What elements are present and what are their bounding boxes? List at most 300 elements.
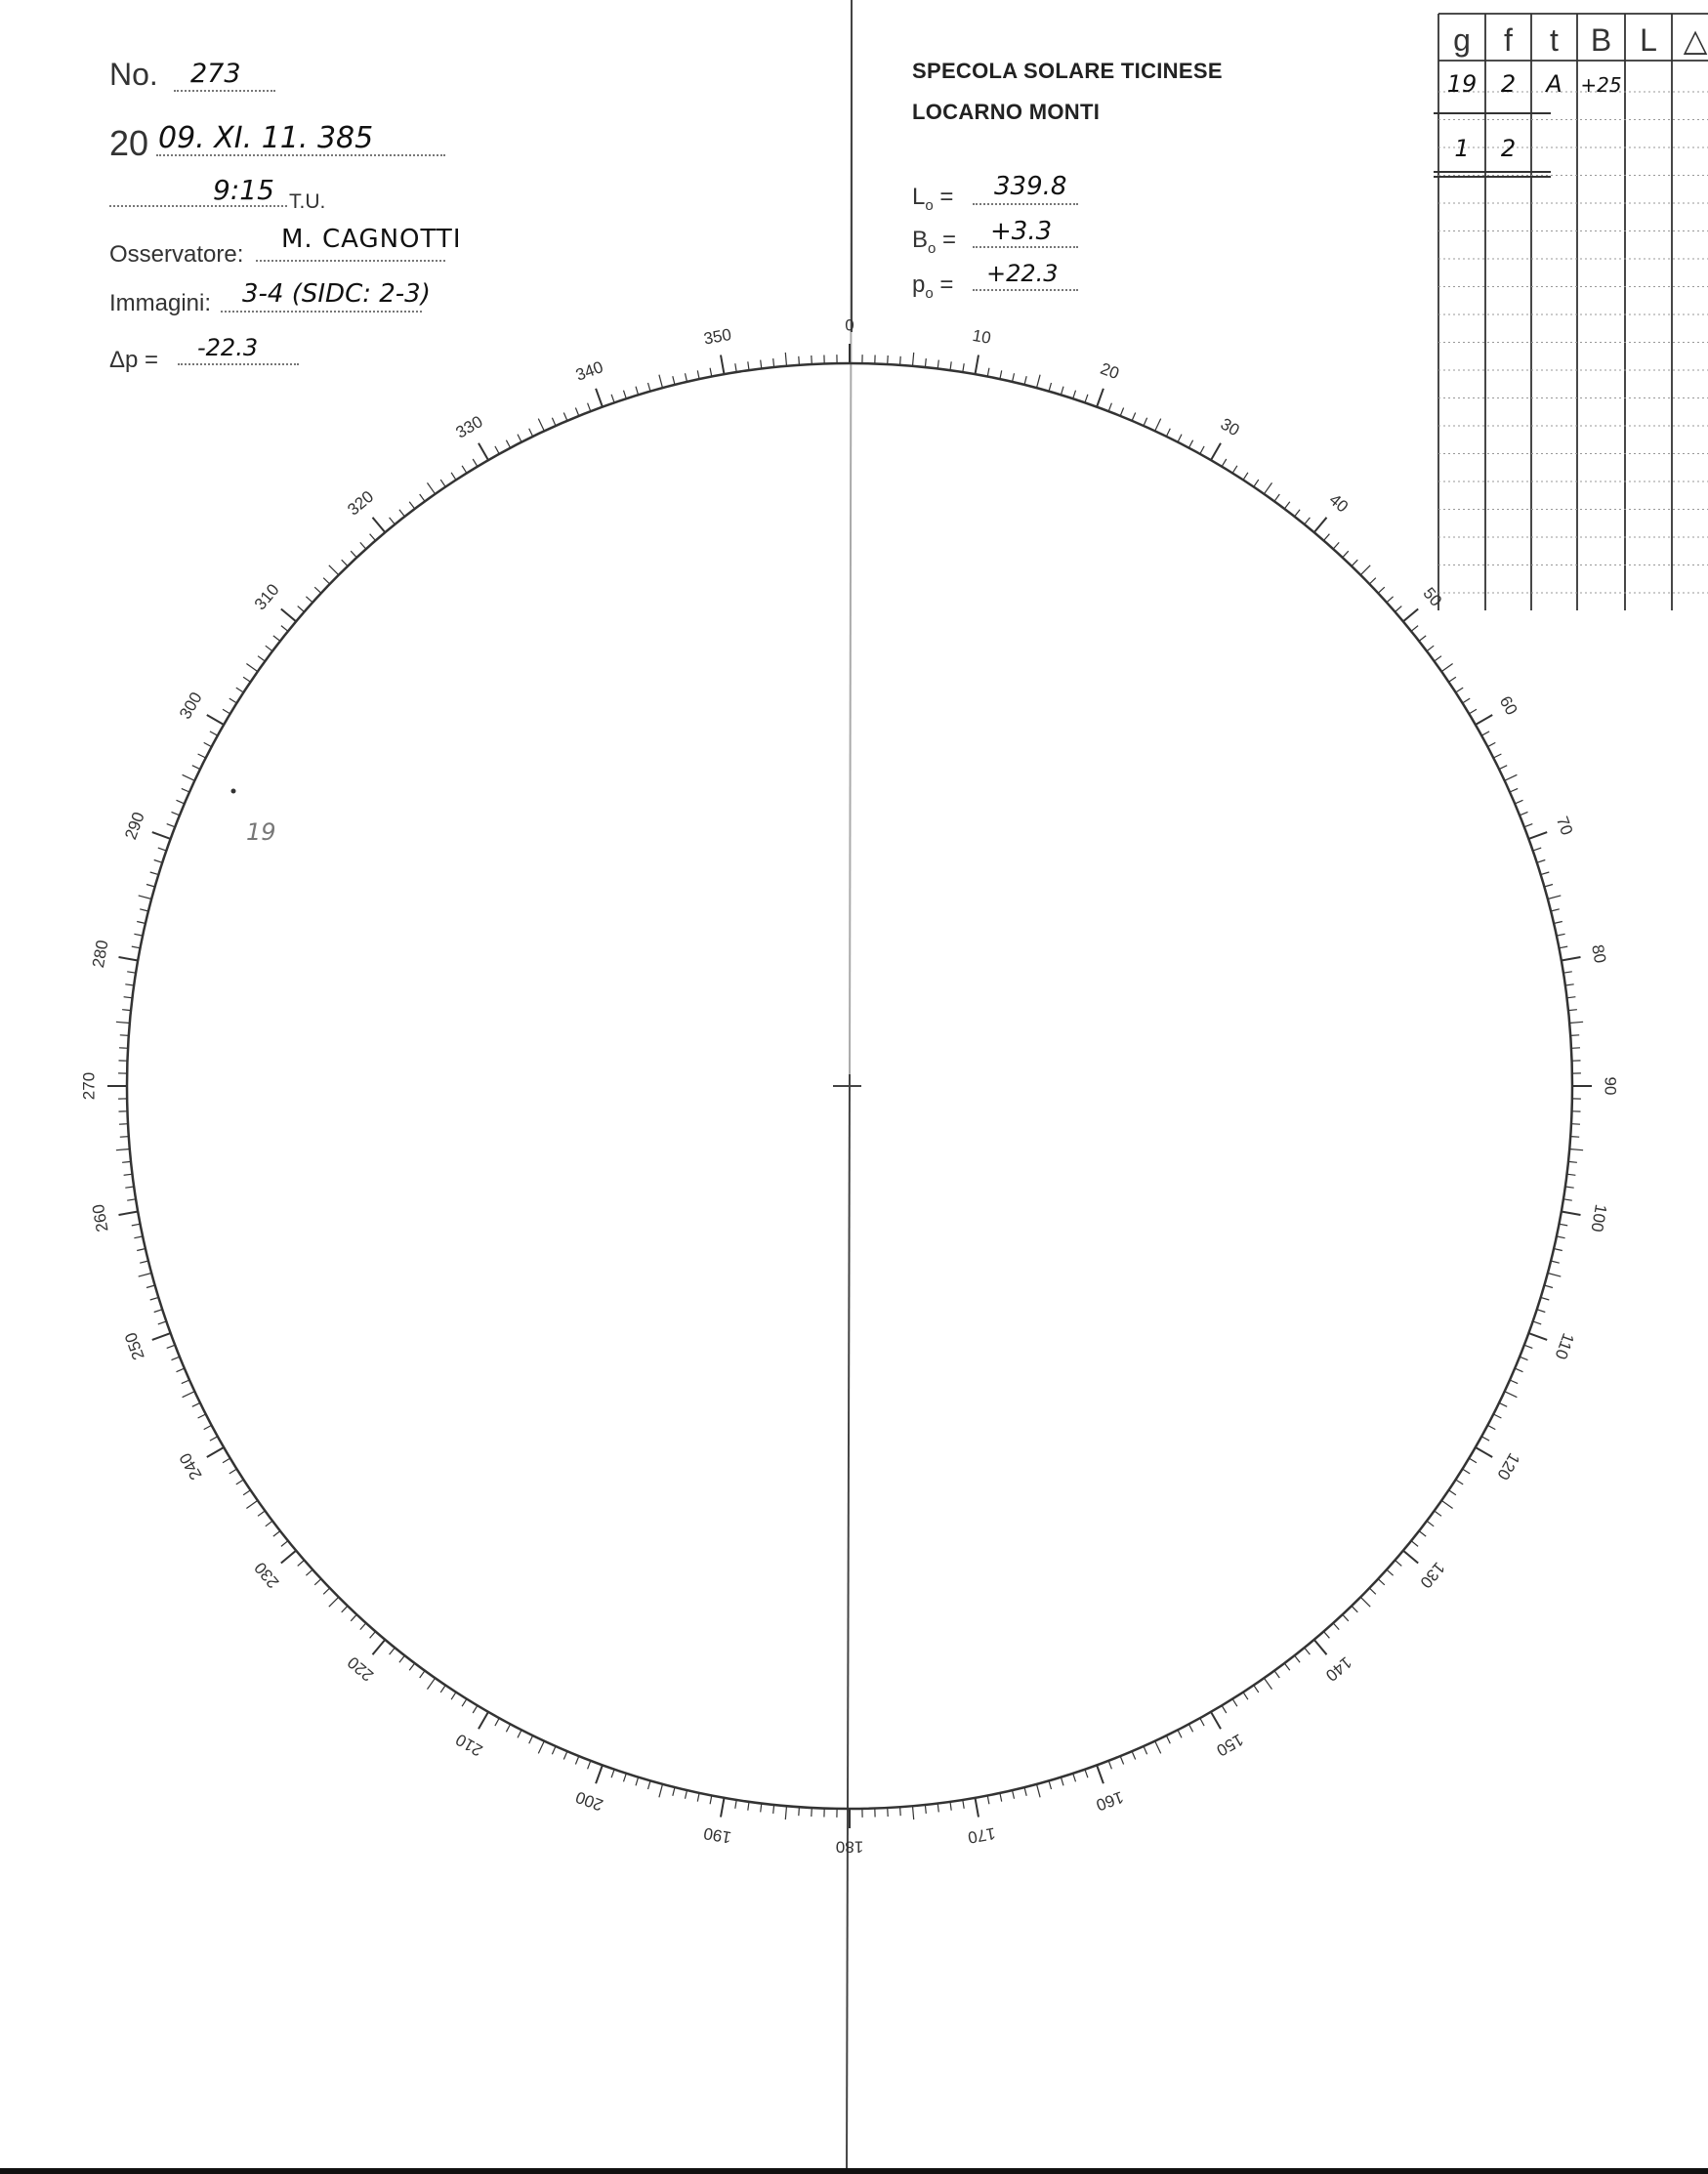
dial-tick bbox=[1305, 1648, 1311, 1654]
time-unit: T.U. bbox=[289, 190, 326, 213]
dial-tick bbox=[1493, 754, 1501, 758]
dial-tick bbox=[748, 361, 749, 370]
dial-tick bbox=[1570, 1137, 1579, 1138]
dial-tick bbox=[1427, 646, 1434, 651]
dial-tick bbox=[1085, 395, 1088, 403]
dial-tick bbox=[370, 1632, 376, 1639]
dial-tick bbox=[1476, 715, 1492, 725]
dial-tick bbox=[1554, 1249, 1562, 1251]
dial-tick bbox=[373, 518, 386, 532]
dial-label: 320 bbox=[344, 486, 378, 520]
dial-tick bbox=[1396, 606, 1402, 612]
dial-tick bbox=[258, 656, 265, 661]
dial-tick bbox=[624, 391, 627, 399]
dial-tick bbox=[1049, 383, 1052, 392]
dial-tick bbox=[575, 1756, 578, 1764]
dial-tick bbox=[495, 1718, 499, 1726]
dial-tick bbox=[1200, 1718, 1204, 1726]
dial-tick bbox=[673, 1787, 675, 1796]
dial-tick bbox=[976, 355, 979, 375]
dial-tick bbox=[462, 466, 467, 474]
dial-tick bbox=[1570, 1035, 1579, 1036]
table-header-cell: L bbox=[1640, 22, 1657, 58]
dial-tick bbox=[686, 373, 687, 382]
dial-tick bbox=[479, 1712, 488, 1729]
table-cell: 1 bbox=[1454, 135, 1470, 162]
dial-tick bbox=[1463, 1469, 1471, 1474]
dial-tick bbox=[236, 1480, 244, 1484]
dial-tick bbox=[1061, 1777, 1063, 1786]
table-cell: 2 bbox=[1500, 135, 1517, 162]
dial-tick bbox=[1108, 1761, 1111, 1770]
dial-tick bbox=[1554, 922, 1562, 924]
dial-tick bbox=[473, 1705, 478, 1713]
dial-tick bbox=[1243, 473, 1248, 481]
dial-tick bbox=[1343, 551, 1349, 558]
dial-tick bbox=[1528, 832, 1547, 839]
dial-tick bbox=[950, 1802, 951, 1811]
dial-tick bbox=[440, 1686, 445, 1693]
dial-label: 10 bbox=[971, 325, 993, 348]
dial-label: 140 bbox=[1321, 1652, 1355, 1686]
time-value[interactable]: 9:15 bbox=[213, 174, 274, 206]
dial-tick bbox=[150, 1297, 159, 1300]
dial-label: 310 bbox=[250, 580, 283, 614]
dial-tick bbox=[158, 1321, 167, 1324]
dial-tick bbox=[913, 353, 914, 366]
dial-tick bbox=[183, 1392, 195, 1398]
dial-tick bbox=[1097, 389, 1104, 407]
dial-label: 180 bbox=[835, 1837, 864, 1857]
dial-tick bbox=[596, 1765, 603, 1783]
delta-p-label: Δp = bbox=[109, 347, 159, 373]
dial-tick bbox=[420, 494, 425, 501]
images-value[interactable]: 3-4 (SIDC: 2-3) bbox=[242, 279, 431, 309]
dial-tick bbox=[124, 1174, 133, 1175]
page-bottom-edge bbox=[0, 2168, 1708, 2174]
dial-tick bbox=[360, 542, 366, 549]
dial-label: 30 bbox=[1217, 414, 1243, 440]
dial-tick bbox=[1333, 542, 1339, 549]
dial-tick bbox=[1419, 636, 1426, 642]
dial-tick bbox=[937, 360, 938, 369]
dial-tick bbox=[1013, 1790, 1015, 1799]
dial-tick bbox=[900, 356, 901, 365]
dial-tick bbox=[1155, 1741, 1161, 1754]
dial-tick bbox=[697, 1793, 699, 1802]
table-header-cell: g bbox=[1453, 22, 1471, 58]
dial-tick bbox=[273, 1531, 280, 1537]
dial-label: 220 bbox=[344, 1652, 378, 1686]
dial-label: 210 bbox=[452, 1730, 486, 1761]
dial-tick bbox=[351, 1614, 356, 1621]
ephemeris-L-label: $L_o$ = bbox=[912, 184, 954, 214]
dial-tick bbox=[306, 597, 312, 603]
dial-label: 300 bbox=[175, 689, 206, 723]
sunspot-mark bbox=[231, 789, 236, 794]
dial-tick bbox=[1000, 370, 1002, 379]
dial-tick bbox=[204, 742, 212, 746]
dial-tick bbox=[428, 482, 436, 493]
ephemeris-B-label: $B_o$ = bbox=[912, 227, 957, 257]
dial-tick bbox=[1324, 534, 1330, 541]
dial-tick bbox=[748, 1802, 749, 1811]
dial-tick bbox=[236, 688, 244, 692]
dial-tick bbox=[1360, 565, 1370, 575]
dial-tick bbox=[1178, 435, 1182, 442]
dial-tick bbox=[351, 551, 356, 558]
dial-tick bbox=[552, 418, 556, 426]
vertical-axis-lower bbox=[847, 1074, 850, 2174]
dial-label: 270 bbox=[79, 1071, 99, 1101]
dial-tick bbox=[172, 1357, 180, 1359]
dial-tick bbox=[1528, 1333, 1547, 1340]
dial-tick bbox=[1073, 1774, 1076, 1782]
dial-tick bbox=[1155, 419, 1161, 432]
dial-tick bbox=[140, 909, 148, 911]
dial-label: 50 bbox=[1419, 583, 1446, 610]
dial-tick bbox=[518, 435, 521, 442]
dial-tick bbox=[1441, 664, 1452, 672]
dial-tick bbox=[1411, 626, 1418, 632]
dial-tick bbox=[773, 1805, 774, 1814]
dial-tick bbox=[134, 934, 143, 936]
dial-tick bbox=[124, 997, 133, 998]
dial-tick bbox=[1537, 860, 1546, 863]
dial-tick bbox=[390, 518, 396, 524]
dial-tick bbox=[1557, 934, 1565, 936]
dial-tick bbox=[1505, 1392, 1518, 1398]
dial-tick bbox=[1411, 1541, 1418, 1547]
dial-tick bbox=[1449, 1490, 1456, 1495]
dial-tick bbox=[1037, 1784, 1041, 1798]
dial-tick bbox=[1222, 459, 1227, 467]
dial-tick bbox=[1000, 1793, 1002, 1802]
ephemeris-L-value[interactable]: 339.8 bbox=[994, 172, 1067, 201]
dial-tick bbox=[329, 565, 339, 575]
dial-tick bbox=[207, 1447, 224, 1457]
dial-tick bbox=[342, 560, 348, 566]
dial-tick bbox=[473, 459, 478, 467]
dial-tick bbox=[298, 606, 305, 612]
dial-tick bbox=[1562, 1212, 1581, 1216]
dial-tick bbox=[785, 1806, 786, 1819]
dial-tick bbox=[1232, 466, 1237, 474]
dial-tick bbox=[1524, 824, 1533, 827]
dial-tick bbox=[342, 1606, 348, 1612]
dial-tick bbox=[1510, 1380, 1518, 1384]
dial-tick bbox=[1073, 391, 1076, 399]
dial-tick bbox=[1567, 997, 1576, 998]
dial-label: 120 bbox=[1493, 1449, 1524, 1484]
dial-tick bbox=[158, 848, 167, 851]
dial-tick bbox=[1533, 1321, 1542, 1324]
dial-tick bbox=[1037, 375, 1041, 389]
dial-tick bbox=[963, 1800, 964, 1809]
dial-tick bbox=[390, 1648, 396, 1654]
dial-label: 90 bbox=[1601, 1076, 1620, 1096]
dial-tick bbox=[1548, 896, 1562, 899]
dial-tick bbox=[229, 698, 237, 703]
table-header-cell: △ bbox=[1683, 22, 1708, 58]
dial-label: 200 bbox=[572, 1787, 606, 1815]
dial-tick bbox=[120, 1035, 129, 1036]
dial-tick bbox=[428, 1678, 436, 1689]
dial-tick bbox=[1378, 1579, 1385, 1585]
dial-tick bbox=[636, 1777, 639, 1786]
dial-tick bbox=[1274, 494, 1279, 501]
dial-tick bbox=[799, 1807, 800, 1816]
dial-label: 160 bbox=[1093, 1787, 1127, 1815]
dial-tick bbox=[1449, 677, 1456, 682]
dial-tick bbox=[611, 1770, 614, 1778]
dial-tick bbox=[246, 1500, 257, 1508]
dial-tick bbox=[506, 440, 510, 448]
dial-tick bbox=[1565, 1187, 1574, 1188]
dial-tick bbox=[154, 860, 163, 863]
dial-tick bbox=[1537, 1310, 1546, 1313]
dial-tick bbox=[1132, 413, 1136, 421]
dial-tick bbox=[1544, 1285, 1553, 1288]
dial-tick bbox=[314, 1579, 321, 1585]
dial-tick bbox=[1544, 885, 1553, 888]
dial-tick bbox=[177, 1368, 185, 1372]
dial-tick bbox=[1061, 387, 1063, 396]
dial-tick bbox=[1024, 1787, 1026, 1796]
dial-tick bbox=[440, 480, 445, 486]
number-label: No. bbox=[109, 57, 158, 92]
dial-tick bbox=[1097, 1765, 1104, 1783]
dial-tick bbox=[799, 356, 800, 365]
dial-label: 60 bbox=[1495, 692, 1521, 719]
dial-tick bbox=[281, 609, 296, 622]
dial-tick bbox=[420, 1671, 425, 1678]
dial-tick bbox=[140, 1261, 148, 1263]
dial-tick bbox=[223, 709, 230, 714]
dial-tick bbox=[167, 824, 176, 827]
dial-tick bbox=[1510, 788, 1518, 792]
observer-label: Osservatore: bbox=[109, 241, 244, 268]
dial-tick bbox=[611, 395, 614, 403]
dial-tick bbox=[298, 1561, 305, 1567]
dial-tick bbox=[119, 1048, 128, 1049]
dial-tick bbox=[1499, 766, 1507, 770]
dial-tick bbox=[1222, 1705, 1227, 1713]
dial-tick bbox=[243, 677, 250, 682]
dial-tick bbox=[773, 358, 774, 367]
dial-tick bbox=[913, 1806, 914, 1819]
dial-tick bbox=[409, 1663, 415, 1670]
dial-tick bbox=[451, 473, 456, 481]
dial-tick bbox=[1211, 443, 1221, 460]
dial-tick bbox=[266, 1521, 272, 1526]
dial-tick bbox=[1435, 1511, 1441, 1516]
dial-tick bbox=[314, 587, 321, 593]
dial-tick bbox=[198, 754, 206, 758]
dial-tick bbox=[963, 363, 964, 372]
dial-tick bbox=[1563, 1199, 1572, 1200]
dial-tick bbox=[323, 1588, 330, 1594]
table-cell: A bbox=[1546, 70, 1562, 98]
dial-tick bbox=[761, 1804, 762, 1813]
dial-tick bbox=[1264, 1678, 1271, 1689]
dial-tick bbox=[167, 1345, 176, 1348]
dial-tick bbox=[1505, 774, 1518, 780]
dial-tick bbox=[888, 355, 889, 364]
dial-tick bbox=[373, 1640, 386, 1654]
images-label: Immagini: bbox=[109, 290, 212, 316]
dial-tick bbox=[659, 375, 663, 389]
dial-tick bbox=[139, 896, 152, 899]
dial-tick bbox=[1567, 1174, 1576, 1175]
dial-label: 330 bbox=[452, 411, 486, 442]
dial-label: 40 bbox=[1325, 489, 1353, 517]
dial-tick bbox=[1284, 1663, 1290, 1670]
dial-tick bbox=[1571, 1048, 1580, 1049]
dial-tick bbox=[1254, 1686, 1259, 1693]
group-table bbox=[1434, 0, 1708, 615]
dial-tick bbox=[987, 368, 989, 377]
dial-tick bbox=[950, 361, 951, 370]
dial-tick bbox=[1441, 1500, 1452, 1508]
dial-tick bbox=[132, 1224, 141, 1226]
dial-tick bbox=[1562, 957, 1581, 961]
dial-tick bbox=[1456, 688, 1464, 692]
dial-tick bbox=[648, 383, 651, 392]
dial-tick bbox=[1295, 1655, 1301, 1662]
dial-label: 130 bbox=[1416, 1558, 1449, 1592]
dial-tick bbox=[900, 1807, 901, 1816]
dial-tick bbox=[1144, 1746, 1147, 1754]
table-header-cell: B bbox=[1590, 22, 1612, 58]
dial-tick bbox=[119, 1124, 128, 1125]
dial-tick bbox=[1419, 1531, 1426, 1537]
date-value[interactable]: 09. XI. 11. 385 bbox=[158, 121, 374, 155]
dial-tick bbox=[976, 1798, 979, 1818]
dial-tick bbox=[1481, 732, 1489, 735]
dial-tick bbox=[588, 1761, 591, 1770]
header-line-1: SPECOLA SOLARE TICINESE bbox=[912, 59, 1223, 83]
dial-tick bbox=[1360, 1597, 1370, 1607]
dial-tick bbox=[1314, 518, 1327, 532]
dial-tick bbox=[563, 1751, 567, 1759]
dial-tick bbox=[1565, 984, 1574, 985]
dial-tick bbox=[462, 1699, 467, 1707]
dial-label: 70 bbox=[1552, 814, 1577, 838]
dial-tick bbox=[323, 578, 330, 584]
dial-tick bbox=[119, 957, 139, 961]
dial-tick bbox=[150, 872, 159, 875]
dial-tick bbox=[925, 1805, 926, 1814]
dial-tick bbox=[210, 1437, 218, 1441]
dial-tick bbox=[1305, 518, 1311, 524]
dial-tick bbox=[1541, 872, 1550, 875]
dial-tick bbox=[1178, 1730, 1182, 1737]
dial-tick bbox=[119, 1212, 139, 1216]
dial-tick bbox=[204, 1425, 212, 1429]
dial-tick bbox=[1559, 1224, 1567, 1226]
dial-tick bbox=[1568, 1161, 1577, 1162]
dial-tick bbox=[937, 1804, 938, 1813]
dial-tick bbox=[1387, 597, 1394, 603]
dial-tick bbox=[409, 502, 415, 509]
dial-tick bbox=[659, 1784, 663, 1798]
dial-label: 280 bbox=[88, 939, 112, 970]
dial-tick bbox=[1166, 429, 1170, 437]
dial-tick bbox=[1108, 403, 1111, 412]
dial-tick bbox=[120, 1137, 129, 1138]
dial-tick bbox=[1435, 656, 1441, 661]
ephemeris-B-value[interactable]: +3.3 bbox=[990, 217, 1053, 246]
dial-tick bbox=[1132, 1751, 1136, 1759]
dial-tick bbox=[125, 1187, 134, 1188]
dial-tick bbox=[529, 1735, 533, 1743]
ephemeris-p-value[interactable]: +22.3 bbox=[986, 260, 1059, 287]
dial-tick bbox=[529, 429, 533, 437]
dial-tick bbox=[281, 626, 288, 632]
dial-tick bbox=[1520, 1357, 1527, 1359]
dial-tick bbox=[1120, 1756, 1123, 1764]
observer-value[interactable]: M. CAGNOTTI bbox=[281, 225, 462, 254]
dial-tick bbox=[1469, 1458, 1477, 1463]
dial-tick bbox=[538, 1741, 544, 1754]
dial-tick bbox=[146, 885, 155, 888]
dial-tick bbox=[588, 403, 591, 412]
dial-tick bbox=[1541, 1297, 1550, 1300]
dial-label: 190 bbox=[702, 1823, 733, 1848]
delta-p-value[interactable]: -22.3 bbox=[197, 334, 259, 361]
dial-tick bbox=[192, 766, 200, 770]
dial-tick bbox=[273, 636, 280, 642]
dial-tick bbox=[1456, 1480, 1464, 1484]
dial-tick bbox=[735, 1800, 736, 1809]
dial-label: 290 bbox=[121, 809, 148, 843]
dial-tick bbox=[1166, 1735, 1170, 1743]
dial-tick bbox=[1499, 1402, 1507, 1406]
dial-tick bbox=[210, 732, 218, 735]
dial-tick bbox=[152, 1333, 171, 1340]
dial-tick bbox=[1120, 408, 1123, 416]
dial-tick bbox=[1548, 1274, 1562, 1277]
dial-tick bbox=[1333, 1623, 1339, 1630]
dial-tick bbox=[888, 1808, 889, 1817]
dial-tick bbox=[538, 419, 544, 432]
dial-tick bbox=[552, 1746, 556, 1754]
table-header-cell: f bbox=[1504, 22, 1513, 58]
dial-tick bbox=[721, 1798, 725, 1818]
dial-tick bbox=[207, 715, 224, 725]
dial-tick bbox=[1533, 848, 1542, 851]
dial-tick bbox=[697, 370, 699, 379]
dial-tick bbox=[281, 1551, 296, 1564]
dial-tick bbox=[785, 353, 786, 366]
dial-tick bbox=[1369, 1588, 1376, 1594]
dial-tick bbox=[987, 1795, 989, 1804]
dial-tick bbox=[1378, 587, 1385, 593]
sunspot-group-number: 19 bbox=[246, 818, 276, 846]
dial-tick bbox=[122, 1010, 131, 1011]
table-cell: 19 bbox=[1446, 70, 1478, 98]
dial-tick bbox=[152, 832, 171, 839]
dial-tick bbox=[1188, 1724, 1192, 1732]
dial-label: 170 bbox=[966, 1823, 997, 1848]
dial-tick bbox=[1403, 1551, 1418, 1564]
dial-tick bbox=[506, 1724, 510, 1732]
number-value[interactable]: 273 bbox=[190, 59, 241, 89]
dial-tick bbox=[735, 363, 736, 372]
dial-tick bbox=[399, 510, 405, 517]
dial-tick bbox=[710, 368, 712, 377]
